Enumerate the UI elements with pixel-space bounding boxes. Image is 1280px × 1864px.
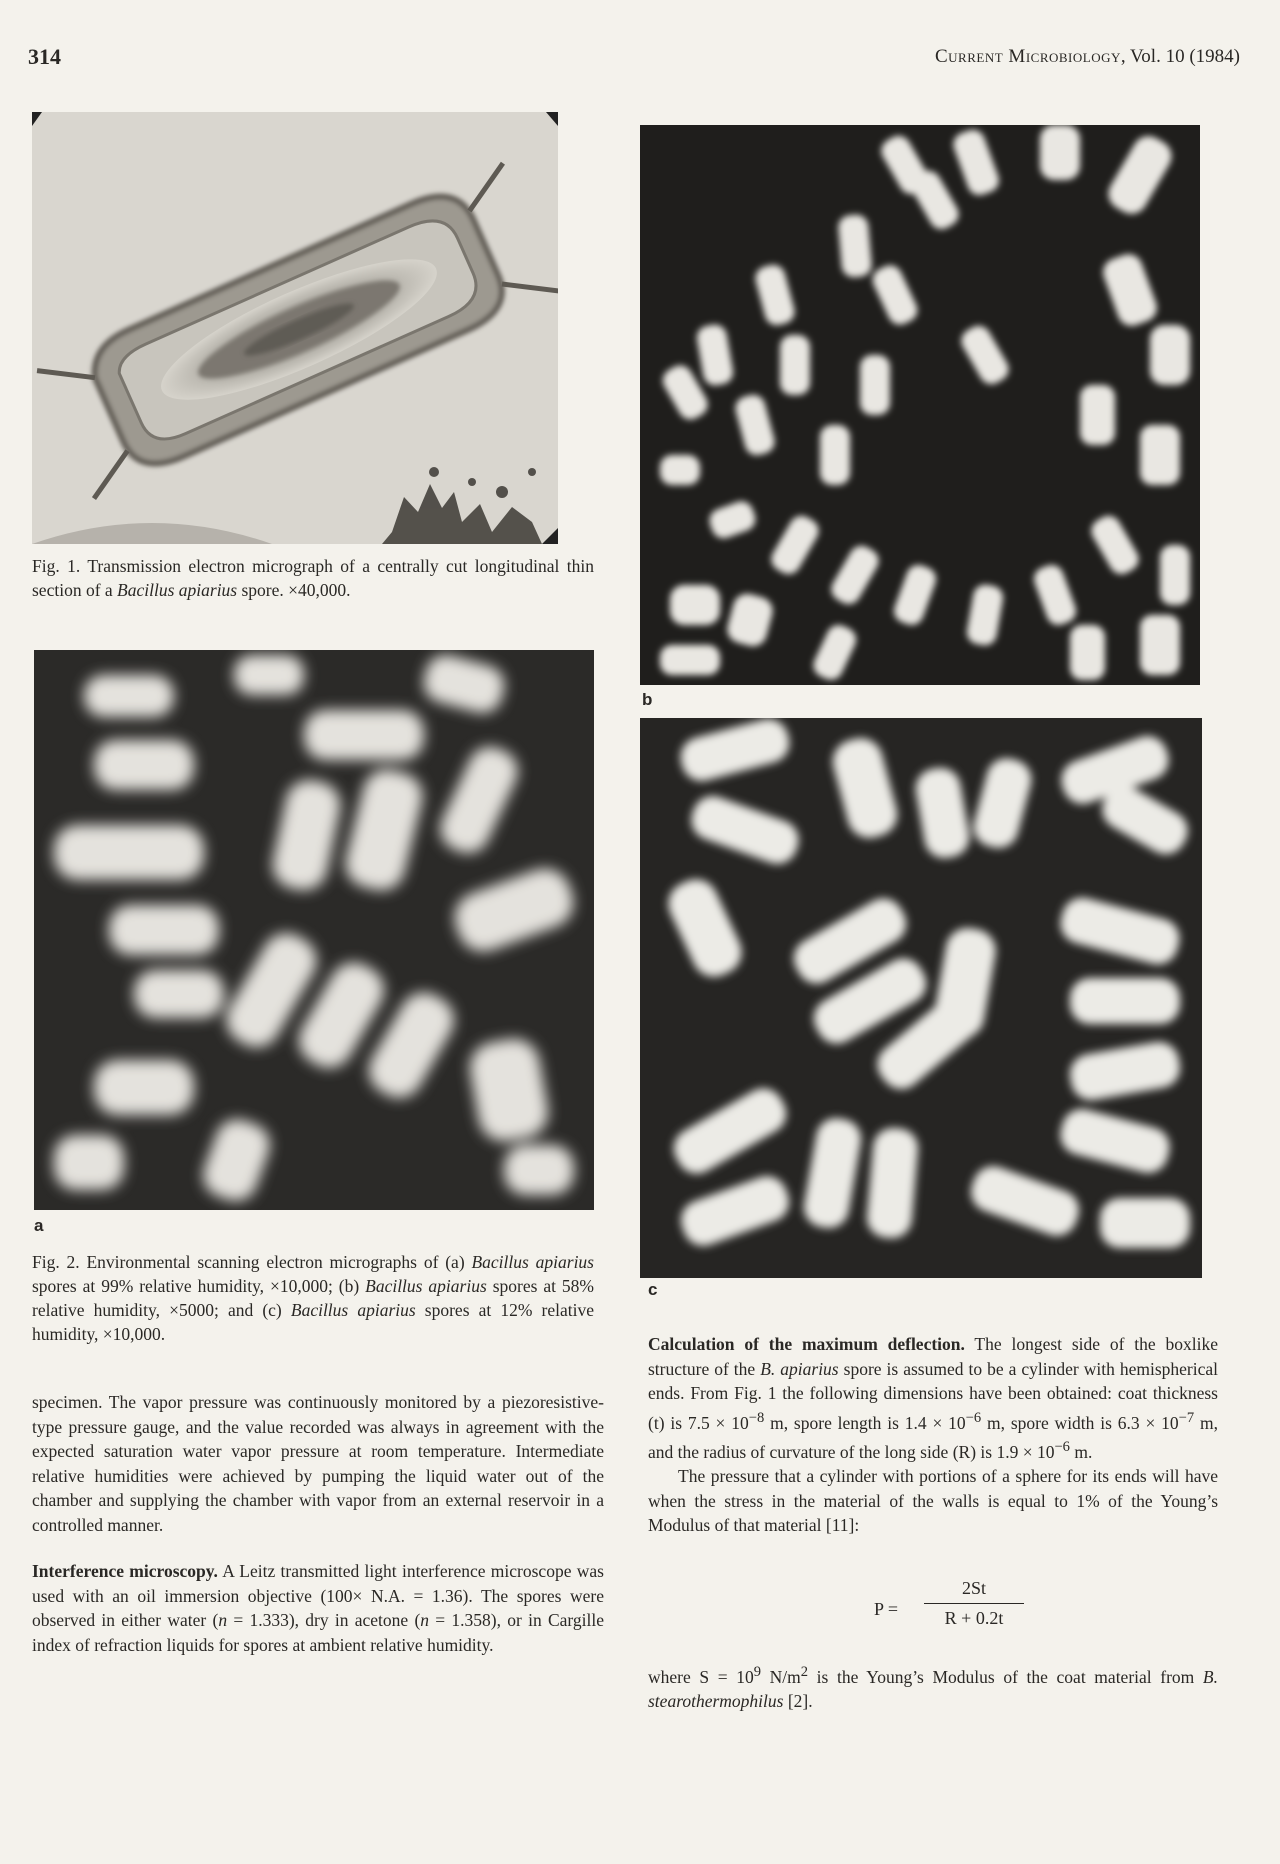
journal-volume: , Vol. 10 (1984) <box>1120 46 1240 67</box>
equation-lhs: P = <box>874 1599 898 1619</box>
equation-fraction-bar <box>924 1603 1024 1604</box>
fig1-caption-magnification: spore. ×40,000. <box>237 580 351 600</box>
interference-text-2: = 1.333), dry in acetone ( <box>227 1610 421 1630</box>
fig2-caption-species-3: Bacillus apiarius <box>290 1300 416 1320</box>
paragraph-specimen: specimen. The vapor pressure was continuously monitored by a piezoresistive-type pressure gauge, and the value recorded was always in agreement with the expected saturation water vapor pressure at room temperature. Intermediate relative humidities were achieved by pumping the liquid water out of the chamber and supplying the chamber with vapor from an external reservoir in a controlled manner. <box>32 1392 604 1535</box>
fig2-caption-part-3: spores at 58% relative humidity, ×5000; and (c) <box>32 1276 594 1320</box>
calc-species: B. apiarius <box>760 1358 839 1379</box>
panel-label-a: a <box>34 1216 44 1235</box>
left-column-text <box>32 1390 604 1657</box>
panel-label-c: c <box>648 1280 658 1299</box>
where-species: B. stearothermophilus <box>648 1666 1218 1712</box>
figure-1-caption <box>32 554 594 602</box>
calc-text-4: m, spore width is 6.3 × 10 <box>981 1412 1179 1433</box>
figure-2b-micrograph <box>640 125 1200 685</box>
journal-name: Current Microbiology <box>935 46 1121 67</box>
where-text-2: N/m <box>761 1666 801 1687</box>
fig2-caption-part-2: spores at 99% relative humidity, ×10,000; (b) <box>32 1276 366 1296</box>
fig2-caption-part-1: Fig. 2. Environmental scanning electron micrographs of (a) <box>32 1252 472 1272</box>
figure-2a-micrograph <box>34 650 594 1210</box>
journal-citation <box>935 46 1240 68</box>
paragraph-maximum-deflection <box>648 1332 1218 1464</box>
right-column-text <box>648 1332 1218 1538</box>
where-exponent-1: 9 <box>753 1664 762 1680</box>
paragraph-youngs-modulus <box>648 1660 1218 1714</box>
fig1-caption-text: Fig. 1. Transmission electron micrograph of a centrally cut longitudinal thin section of a <box>32 556 594 600</box>
where-text-1: where S = 10 <box>648 1666 754 1687</box>
where-text-3: is the Young’s Modulus of the coat material from <box>808 1666 1203 1687</box>
refractive-index-symbol-2: n <box>420 1610 430 1630</box>
calc-text-3: m, spore length is 1.4 × 10 <box>764 1412 966 1433</box>
interference-text-1: A Leitz transmitted light interference microscope was used with an oil immersion objective (100× N.A. = 1.36). The spores were observed in either water ( <box>32 1561 604 1630</box>
paragraph-interference-microscopy <box>32 1559 604 1657</box>
where-text-4: [2]. <box>783 1691 813 1712</box>
heading-interference-microscopy: Interference microscopy. <box>32 1561 218 1581</box>
fig2-caption-species-2: Bacillus apiarius <box>365 1276 487 1296</box>
calc-exponent-1: −8 <box>748 1409 765 1426</box>
fig2-caption-part-4: spores at 12% relative humidity, ×10,000. <box>32 1300 595 1344</box>
paragraph-pressure: The pressure that a cylinder with portions of a sphere for its ends will have when the stress in the material of the walls is equal to 1% of the Young’s Modulus of that material [11]: <box>648 1466 1218 1536</box>
calc-text-1: The longest side of the boxlike structure of the <box>648 1334 1218 1379</box>
where-exponent-2: 2 <box>800 1664 809 1680</box>
calc-text-5: m, and the radius of curvature of the long side (R) is 1.9 × 10 <box>648 1412 1219 1462</box>
calc-exponent-3: −7 <box>1178 1409 1195 1426</box>
calc-text-2: spore is assumed to be a cylinder with hemispherical ends. From Fig. 1 the following dimensions have been obtained: coat thickness (t) is 7.5 × 10 <box>648 1358 1218 1433</box>
heading-maximum-deflection: Calculation of the maximum deflection. <box>648 1334 965 1354</box>
figure-2-caption <box>32 1250 594 1346</box>
calc-text-6: m. <box>1069 1441 1093 1462</box>
fig1-caption-species: Bacillus apiarius <box>117 580 238 600</box>
page-number: 314 <box>28 44 61 69</box>
figure-2c-micrograph <box>640 718 1202 1278</box>
refractive-index-symbol-1: n <box>218 1610 228 1630</box>
calc-exponent-2: −6 <box>965 1409 982 1426</box>
page-header <box>28 44 1240 74</box>
fig2-caption-species-1: Bacillus apiarius <box>471 1252 594 1272</box>
equation-denominator: R + 0.2t <box>944 1608 1004 1628</box>
interference-text-3: = 1.358), or in Cargille index of refraction liquids for spores at ambient relative humidity. <box>32 1610 604 1655</box>
pressure-equation <box>874 1578 1034 1638</box>
equation-numerator: 2St <box>961 1578 986 1598</box>
panel-label-b: b <box>642 690 653 709</box>
calc-exponent-4: −6 <box>1054 1438 1070 1455</box>
figure-1-tem-micrograph <box>32 112 558 544</box>
